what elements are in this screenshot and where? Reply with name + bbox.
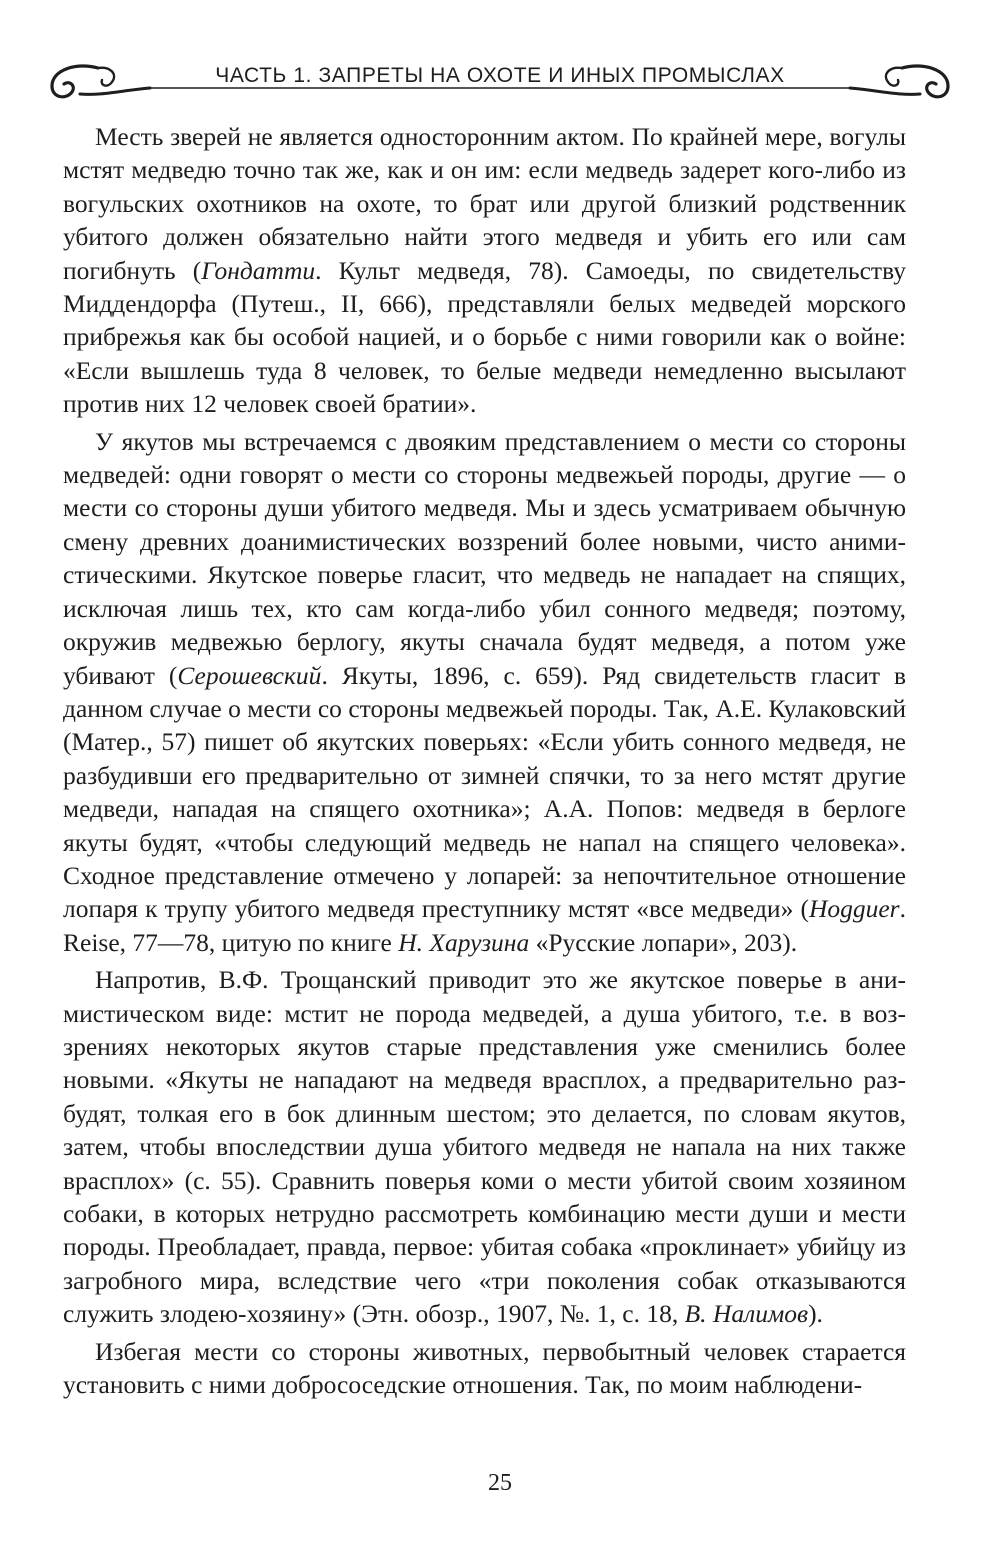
text-run: Напротив, В.Ф. Трощанский приводит это же якутское поверье в анимистическом виде: мстит не порода медведей, а душа убитого, т.е. в воззрениях некоторых якутов старые представления уже сменились более новыми. «Якуты не нападают на медведя врасплох, а предварительно разбудят, толкая его в бок длинным шестом; это делается, по словам якутов, затем, чтобы впоследствии душа убитого медведя не напала на них также врасплох» (с. 55). Сравнить поверья коми о мести убитой своим хозяином собаки, в которых нетрудно рассмотреть комбинацию мести души и мести породы. Преобладает, правда, первое: убитая собака «проклинает» убийцу из загробного мира, вследствие чего «три поколения собак отказываются служить злодею-хозяину» (Этн. обозр., 1907, №. 1, с. 18, xyxy=(63,965,906,1329)
text-run: У якутов мы встречаемся с двояким представлением о мести со стороны медведей: одни говорят о мести со стороны медвежьей породы, другие — о мести со стороны души убитого медведя. Мы и здесь усматриваем обычную смену древних доанимистических воззрений более новыми, чисто анимистическими. Якутское поверье гласит, что медведь не нападает на спящих, исключая лишь тех, кто сам когда-либо убил сонного медведя; поэтому, окружив медвежью берлогу, якуты сначала будят медведя, а потом уже убивают ( xyxy=(63,426,906,690)
italic-author-reference: Серошевский xyxy=(177,660,322,690)
text-run: . Reise, 77—78, цитую по книге xyxy=(63,894,906,957)
paragraph xyxy=(63,120,906,421)
italic-author-reference: Hogguer xyxy=(808,894,900,924)
running-header xyxy=(40,56,960,112)
text-run: ). xyxy=(808,1299,823,1329)
main-text xyxy=(63,120,906,1405)
paragraph xyxy=(63,425,906,960)
italic-author-reference: Н. Харузина xyxy=(398,927,530,957)
italic-author-reference: В. Налимов xyxy=(684,1299,809,1329)
header-title: ЧАСТЬ 1. ЗАПРЕТЫ НА ОХОТЕ И ИНЫХ ПРОМЫСЛАХ xyxy=(215,64,785,87)
text-run: Избегая мести со стороны животных, первобытный человек старается установить с ними добрососедские отношения. Так, по моим наблюдени- xyxy=(63,1336,906,1400)
italic-author-reference: Гондатти xyxy=(201,255,316,285)
text-run: «Русские лопари», 203). xyxy=(529,927,798,957)
page-number: 25 xyxy=(488,1470,512,1496)
paragraph xyxy=(63,1335,906,1402)
paragraph xyxy=(63,963,906,1330)
text-run: Месть зверей не является односторонним актом. По крайней мере, вогулы мстят медведю точно так же, как и он им: если медведь задерет кого-либо из вогульских охотников на охоте, то брат или другой близкий родственник убитого должен обязательно найти этого медведя и убить его или сам погибнуть ( xyxy=(63,122,906,285)
text-run: . Якуты, 1896, с. 659). Ряд свидетельств гласит в данном случае о мести со стороны медвежьей породы. Так, А.Е. Кулаковский (Матер., 57) пишет об якутских поверьях: «Если убить сонного медведя, не разбудивши его предварительно от зимней спячки, то за него мстят другие медведи, нападая на спящего охотника»; А.А. Попов: медведя в берлоге якуты будят, «чтобы следующий медведь не напал на спящего человека». Сходное представление отмечено у лопарей: за непочтительное отношение лопаря к трупу убитого медведя преступнику мстят «все медведи» ( xyxy=(63,660,907,924)
text-run: . Культ медведя, 78). Самоеды, по свидетельству Миддендорфа (Путеш., II, 666), представляли белых медведей морского прибрежья как бы особой нацией, и о борьбе с ними говорили как о войне: «Если вышлешь туда 8 человек, то белые медведи немедленно высылают против них 12 человек своей братии». xyxy=(63,255,906,419)
